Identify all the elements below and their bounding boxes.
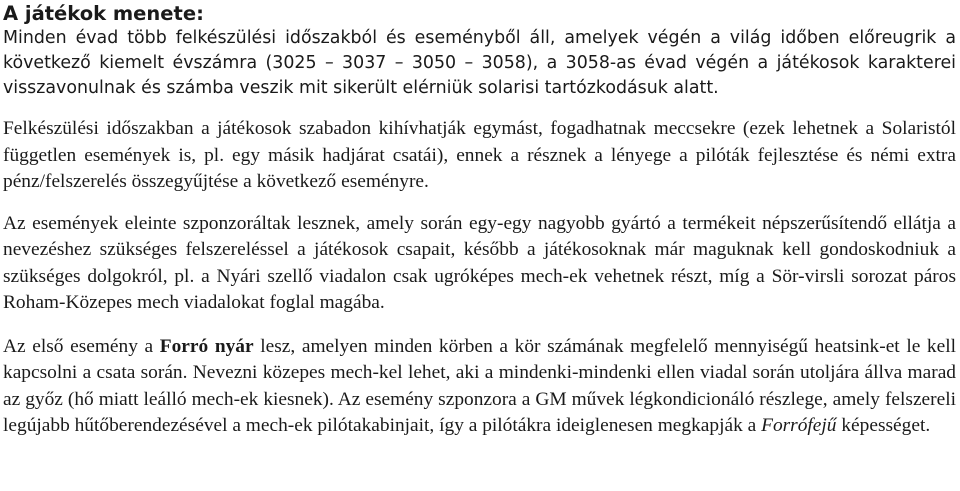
paragraph-spacer	[3, 196, 956, 211]
first-event-text-end: képességet.	[836, 415, 931, 436]
paragraph-intro: Minden évad több felkészülési időszakból és eseményből áll, amelyek végén a világ időben előreugrik a következő kiemelt évszámra (3025 – 3037 – 3050 – 3058), a 3058-as évad végén a játékosok karakterei visszavonulnak és számba veszik mit sikerült elérniük solarisi tartózkodásuk alatt.	[3, 28, 956, 98]
section-heading: A játékok menete:	[3, 2, 204, 25]
first-event-text-start: Az első esemény a	[3, 335, 160, 357]
paragraph-spacer	[3, 101, 956, 116]
paragraph-preparation: Felkészülési időszakban a játékosok szabadon kihívhatják egymást, fogadhatnak meccsekre (ezek lehetnek a Solaristól független események is, pl. egy másik hadjárat csatái), ennek a résznek a lényege a pilóták fejlesztése és némi extra pénz/felszerelés összegyűjtése a következő eseményre.	[3, 118, 956, 192]
event-name-bold: Forró nyár	[159, 335, 254, 357]
first-event-text-middle: lesz, amelyen minden körben a kör számának megfelelő mennyiségű heatsink-et le kell kapcsolni a csata során. Nevezni közepes mech-kel lehet, aki a mindenki-mindenki ellen viadal során utoljára állva marad az győz (hő miatt leálló mech-ek kiesnek). Az esemény szponzora a GM művek légkondicionáló részlege, amely felszereli legújabb hűtőberendezésével a mech-ek pilótakabinjait, így a pilótákra ideiglenesen megkapják a	[3, 335, 957, 436]
ability-name-italic: Forrófejű	[761, 415, 837, 436]
paragraph-first-event	[3, 334, 956, 440]
paragraph-spacer	[3, 317, 956, 334]
paragraph-events: Az események eleinte szponzoráltak lesznek, amely során egy-egy nagyobb gyártó a termékeit népszerűsítendő ellátja a nevezéshez szükséges felszereléssel a játékosok csapait, később a játékosoknak már maguknak kell gondoskodniuk a szükséges dolgokról, pl. a Nyári szellő viadalon csak ugróképes mech-ek vehetnek részt, míg a Sör-virsli sorozat páros Roham-Közepes mech viadalokat foglal magába.	[3, 212, 956, 313]
